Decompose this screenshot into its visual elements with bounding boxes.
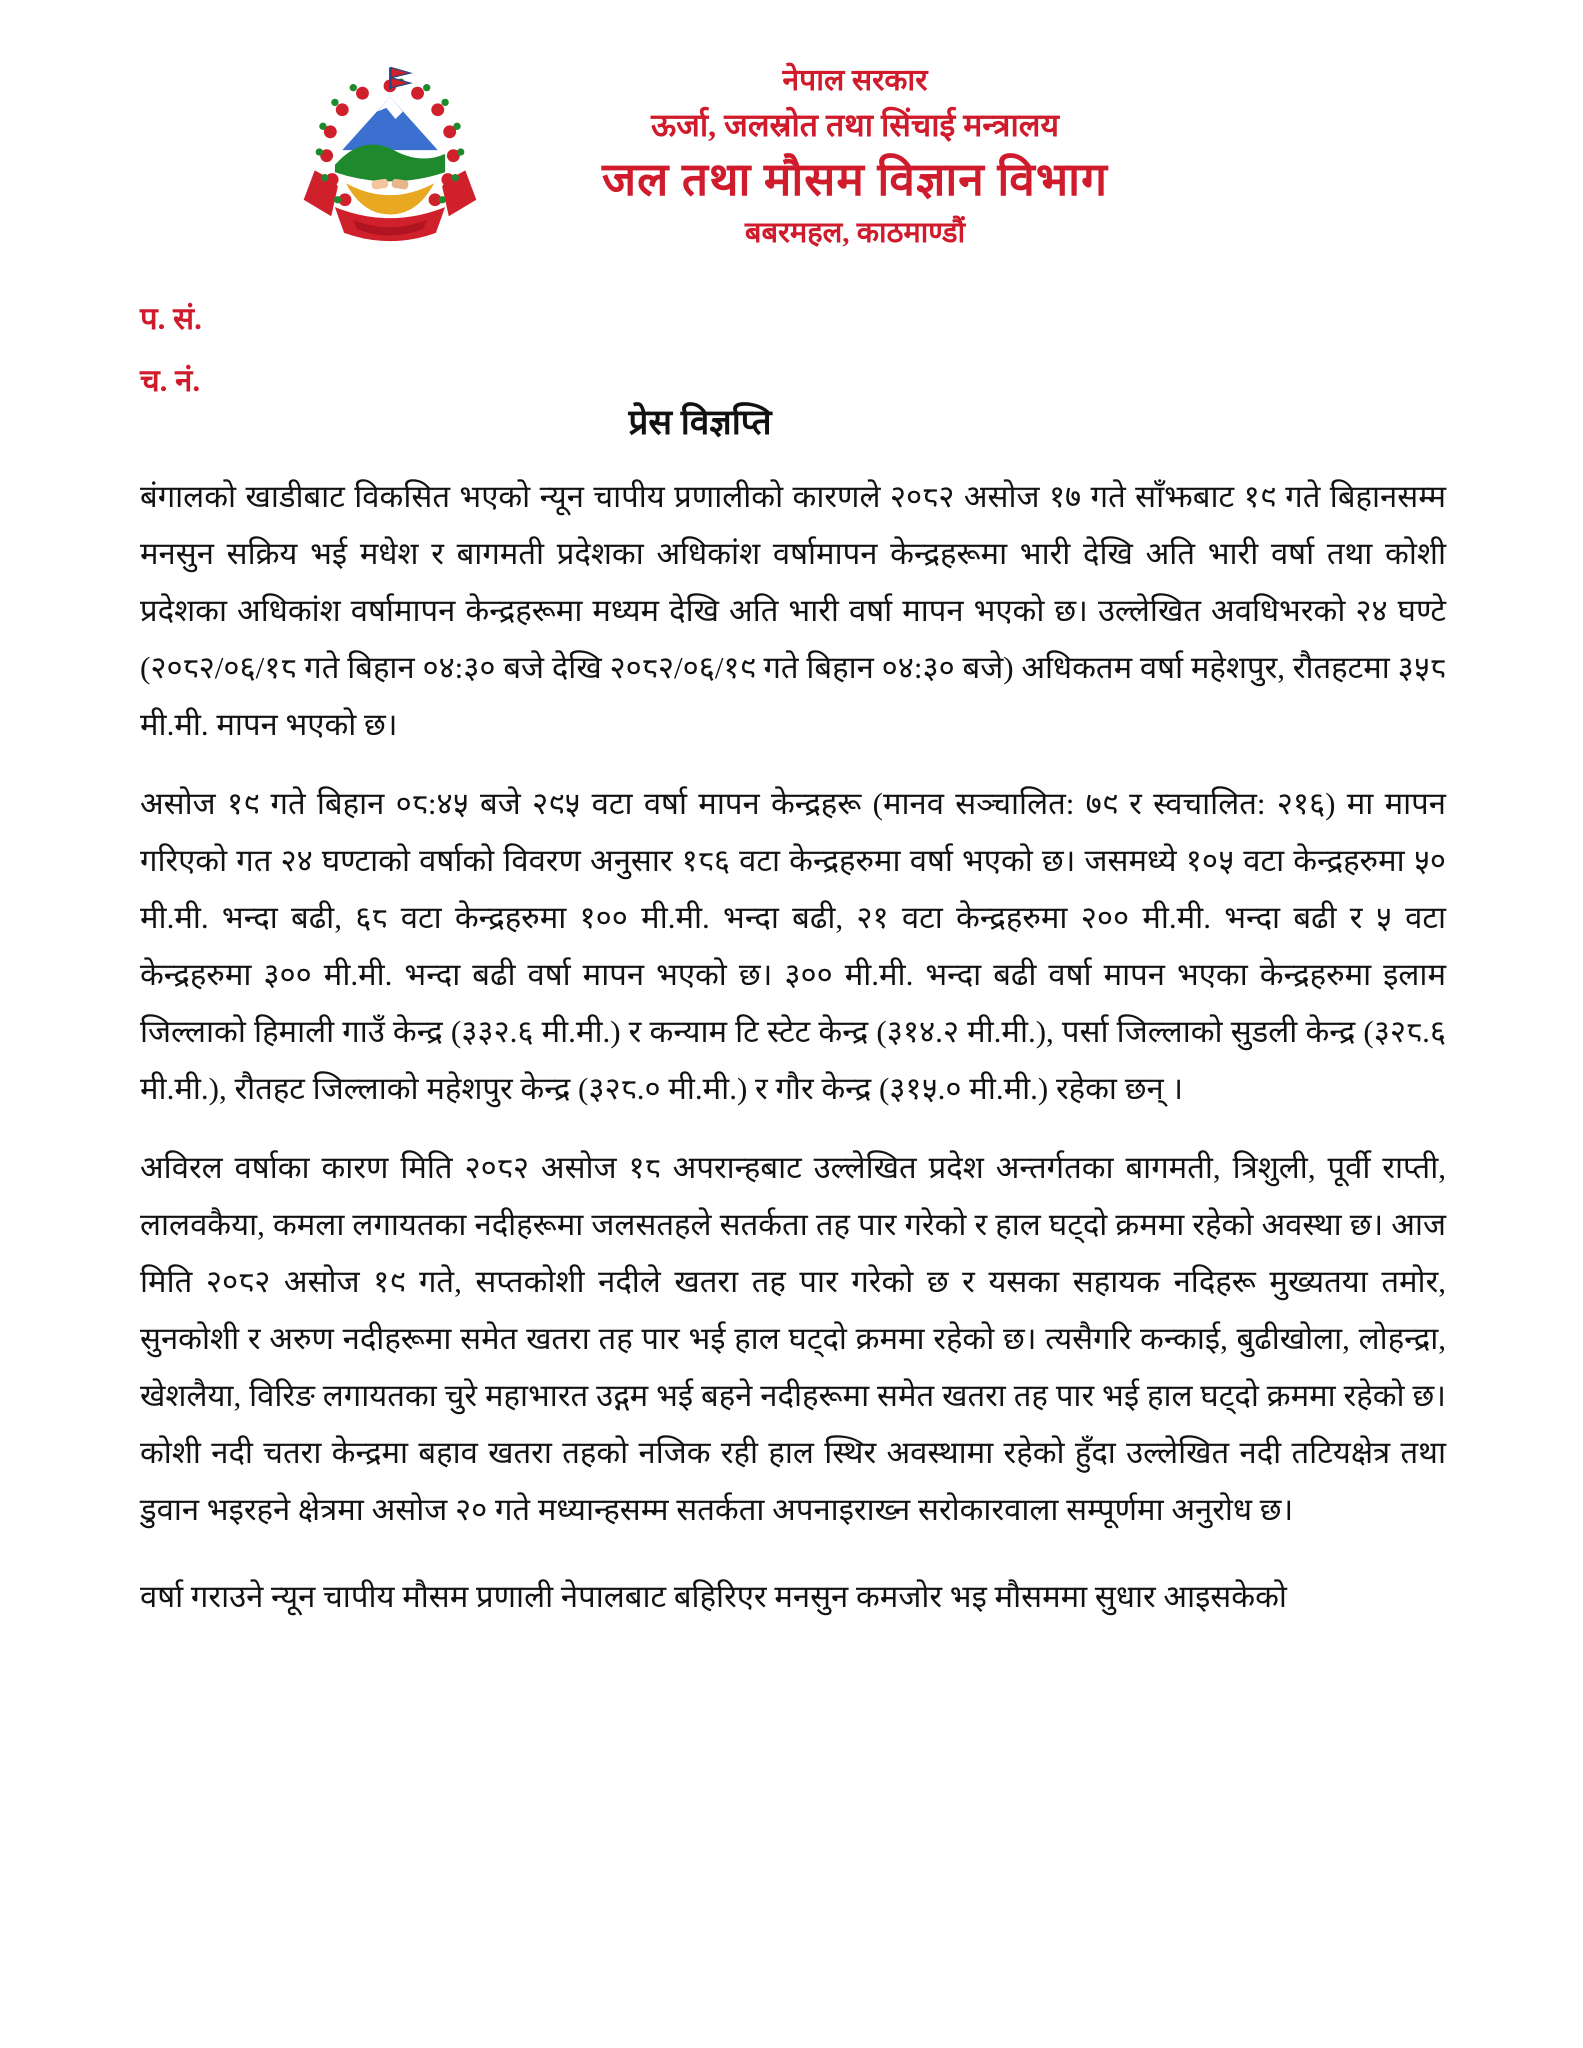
letterhead — [430, 62, 1280, 252]
department-name: जल तथा मौसम विज्ञान विभाग — [602, 154, 1108, 205]
government-name: नेपाल सरकार — [782, 64, 928, 97]
ministry-name: ऊर्जा, जलस्रोत तथा सिंचाई मन्त्रालय — [650, 107, 1060, 143]
paragraph-4: वर्षा गराउने न्यून चापीय मौसम प्रणाली नेपालबाट बहिरिएर मनसुन कमजोर भइ मौसममा सुधार आइसकेको — [140, 1579, 1287, 1614]
paragraph-3: अविरल वर्षाका कारण मिति २०८२ असोज १८ अपरान्हबाट उल्लेखित प्रदेश अन्तर्गतका बागमती, त्रिशुली, पूर्वी राप्ती, लालवकैया, कमला लगायतका नदीहरूमा जलसतहले सतर्कता तह पार गरेको र हाल घट्दो क्रममा रहेको अवस्था छ। आज मिति २०८२ असोज १९ गते, सप्तकोशी नदीले खतरा तह पार गरेको छ र यसका सहायक नदिहरू मुख्यतया तमोर, सुनकोशी र अरुण नदीहरूमा समेत खतरा तह पार भई हाल घट्दो क्रममा रहेको छ। त्यसैगरि कन्काई, बुढीखोला, लोहन्द्रा, खेशलैया, विरिङ लगायतका चुरे महाभारत उद्गम भई बहने नदीहरूमा समेत खतरा तह पार भई हाल घट्दो क्रममा रहेको छ। कोशी नदी चतरा केन्द्रमा बहाव खतरा तहको नजिक रही हाल स्थिर अवस्थामा रहेको हुँदा उल्लेखित नदी तटियक्षेत्र तथा डुवान भइरहने क्षेत्रमा असोज २० गते मध्यान्हसम्म सतर्कता अपनाइराख्न सरोकारवाला सम्पूर्णमा अनुरोध छ। — [140, 1150, 1446, 1527]
paragraph-2: असोज १९ गते बिहान ०८:४५ बजे २९५ वटा वर्षा मापन केन्द्रहरू (मानव सञ्चालित: ७९ र स्वचालित: २१६) मा मापन गरिएको गत २४ घण्टाको वर्षाको विवरण अनुसार १८६ वटा केन्द्रहरुमा वर्षा भएको छ। जसमध्ये १०५ वटा केन्द्रहरुमा ५० मी.मी. भन्दा बढी, ६८ वटा केन्द्रहरुमा १०० मी.मी. भन्दा बढी, २१ वटा केन्द्रहरुमा २०० मी.मी. भन्दा बढी र ५ वटा केन्द्रहरुमा ३०० मी.मी. भन्दा बढी वर्षा मापन भएको छ। ३०० मी.मी. भन्दा बढी वर्षा मापन भएका केन्द्रहरुमा इलाम जिल्लाको हिमाली गाउँ केन्द्र (३३२.६ मी.मी.) र कन्याम टि स्टेट केन्द्र (३१४.२ मी.मी.), पर्सा जिल्लाको सुडली केन्द्र (३२८.६ मी.मी.), रौतहट जिल्लाको महेशपुर केन्द्र (३२८.० मी.मी.) र गौर केन्द्र (३१५.० मी.मी.) रहेका छन् । — [140, 786, 1446, 1106]
dispatch-number-label: च. नं. — [140, 363, 201, 398]
letter-number-label: प. सं. — [140, 301, 202, 336]
document-title: प्रेस विज्ञप्ति — [628, 403, 772, 442]
department-address: बबरमहल, काठमाण्डौं — [744, 217, 966, 249]
reference-block — [140, 288, 202, 412]
document-body — [140, 468, 1446, 1647]
paragraph-1: बंगालको खाडीबाट विकसित भएको न्यून चापीय प्रणालीको कारणले २०८२ असोज १७ गते साँझबाट १९ गते बिहानसम्म मनसुन सक्रिय भई मधेश र बागमती प्रदेशका अधिकांश वर्षामापन केन्द्रहरूमा भारी देखि अति भारी वर्षा तथा कोशी प्रदेशका अधिकांश वर्षामापन केन्द्रहरूमा मध्यम देखि अति भारी वर्षा मापन भएको छ। उल्लेखित अवधिभरको २४ घण्टे (२०८२/०६/१८ गते बिहान ०४:३० बजे देखि २०८२/०६/१९ गते बिहान ०४:३० बजे) अधिकतम वर्षा महेशपुर, रौतहटमा ३५८ मी.मी. मापन भएको छ। — [140, 479, 1446, 742]
